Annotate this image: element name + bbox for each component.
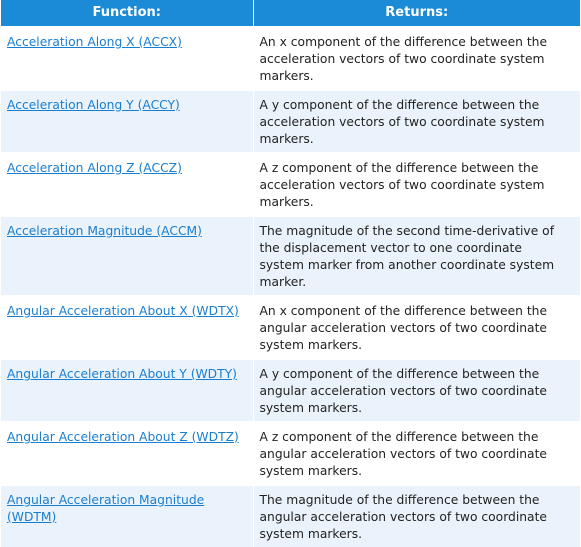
function-table	[1, 0, 580, 547]
function-cell	[1, 153, 253, 216]
returns-cell: A y component of the difference between the acceleration vectors of two coordinate system markers.	[253, 90, 580, 153]
function-cell	[1, 485, 253, 547]
function-link-accz[interactable]: Acceleration Along Z (ACCZ)	[7, 161, 182, 175]
table-row	[1, 216, 580, 296]
function-cell	[1, 296, 253, 359]
table-row	[1, 359, 580, 422]
returns-cell: The magnitude of the difference between the angular acceleration vectors of two coordinate system markers.	[253, 485, 580, 547]
function-link-accx[interactable]: Acceleration Along X (ACCX)	[7, 35, 182, 49]
function-link-wdtm[interactable]: Angular Acceleration Magnitude (WDTM)	[7, 493, 205, 524]
returns-cell: A z component of the difference between the acceleration vectors of two coordinate system markers.	[253, 153, 580, 216]
table-header-row	[1, 0, 580, 27]
function-cell	[1, 422, 253, 485]
table-row	[1, 485, 580, 547]
table-row	[1, 422, 580, 485]
function-cell	[1, 27, 253, 90]
column-header-function: Function:	[1, 0, 253, 27]
returns-cell: An x component of the difference between the acceleration vectors of two coordinate system markers.	[253, 27, 580, 90]
function-link-wdtx[interactable]: Angular Acceleration About X (WDTX)	[7, 304, 239, 318]
table-row	[1, 90, 580, 153]
function-cell	[1, 90, 253, 153]
table-row	[1, 153, 580, 216]
returns-cell: A z component of the difference between the angular acceleration vectors of two coordinate system markers.	[253, 422, 580, 485]
function-link-wdty[interactable]: Angular Acceleration About Y (WDTY)	[7, 367, 237, 381]
function-link-accy[interactable]: Acceleration Along Y (ACCY)	[7, 98, 180, 112]
function-cell	[1, 359, 253, 422]
function-cell	[1, 216, 253, 296]
table-row	[1, 296, 580, 359]
returns-cell: The magnitude of the second time-derivative of the displacement vector to one coordinate system marker from another coordinate system marker.	[253, 216, 580, 296]
table-row	[1, 27, 580, 90]
column-header-returns: Returns:	[253, 0, 580, 27]
function-reference	[1, 0, 580, 547]
function-link-accm[interactable]: Acceleration Magnitude (ACCM)	[7, 224, 202, 238]
returns-cell: An x component of the difference between the angular acceleration vectors of two coordinate system markers.	[253, 296, 580, 359]
function-link-wdtz[interactable]: Angular Acceleration About Z (WDTZ)	[7, 430, 239, 444]
returns-cell: A y component of the difference between the angular acceleration vectors of two coordinate system markers.	[253, 359, 580, 422]
